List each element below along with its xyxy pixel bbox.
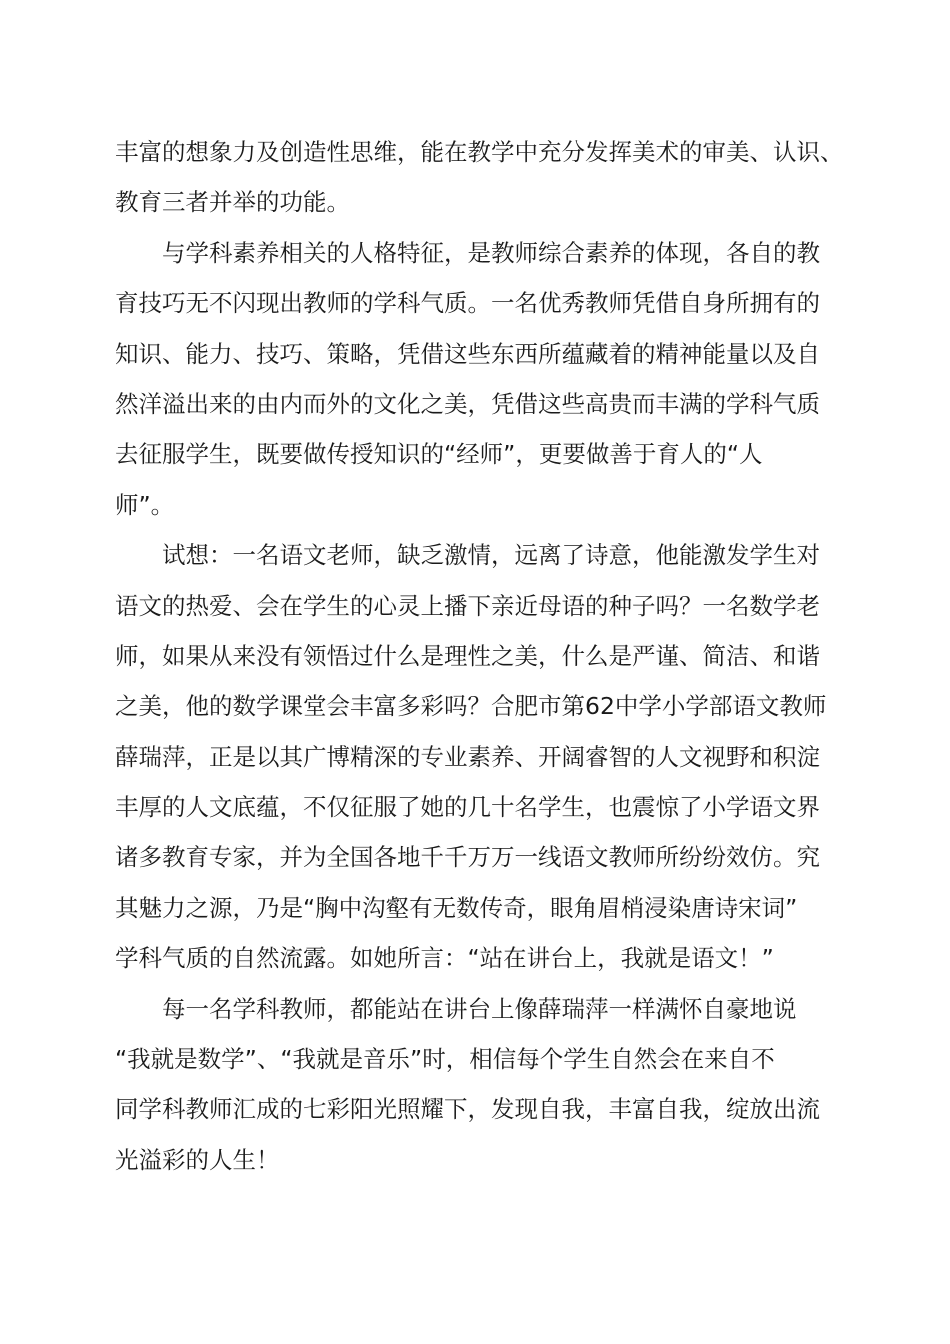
text-line: 丰富的想象力及创造性思维，能在教学中充分发挥美术的审美、认识、 [115,138,844,166]
text-line: 育技巧无不闪现出教师的学科气质。一名优秀教师凭借自身所拥有的 [115,289,820,318]
text-line: 师”。 [115,490,175,519]
document-body [115,127,855,1185]
text-line: 光溢彩的人生！ [115,1145,280,1174]
text-line: 每一名学科教师，都能站在讲台上像薛瑞萍一样满怀自豪地说 [162,994,797,1023]
text-line: 知识、能力、技巧、策略，凭借这些东西所蕴藏着的精神能量以及自 [115,339,820,368]
text-line: 试想：一名语文老师，缺乏激情，远离了诗意，他能激发学生对 [162,541,820,570]
text-line: 薛瑞萍，正是以其广博精深的专业素养、开阔睿智的人文视野和积淀 [115,742,820,771]
text-line: 教育三者并举的功能。 [115,188,350,217]
text-line: 同学科教师汇成的七彩阳光照耀下，发现自我，丰富自我，绽放出流 [115,1095,820,1124]
text-line: 语文的热爱、会在学生的心灵上播下亲近母语的种子吗？一名数学老 [115,591,820,620]
text-line: 丰厚的人文底蕴，不仅征服了她的几十名学生，也震惊了小学语文界 [115,793,820,822]
text-line: 与学科素养相关的人格特征，是教师综合素养的体现，各自的教 [162,238,820,267]
text-line: “我就是数学”、“我就是音乐”时，相信每个学生自然会在来自不 [115,1045,775,1074]
text-line: 之美，他的数学课堂会丰富多彩吗？合肥市第62中学小学部语文教师 [115,692,827,721]
text-line: 师，如果从来没有领悟过什么是理性之美，什么是严谨、简洁、和谐 [115,641,820,670]
text-line: 其魅力之源，乃是“胸中沟壑有无数传奇，眼角眉梢浸染唐诗宋词” [115,893,798,922]
text-line: 诸多教育专家，并为全国各地千千万万一线语文教师所纷纷效仿。究 [115,843,820,872]
text-line: 去征服学生，既要做传授知识的“经师”，更要做善于育人的“人 [115,440,763,469]
text-line: 学科气质的自然流露。如她所言：“站在讲台上，我就是语文！” [115,944,774,973]
text-line: 然洋溢出来的由内而外的文化之美，凭借这些高贵而丰满的学科气质 [115,389,820,418]
